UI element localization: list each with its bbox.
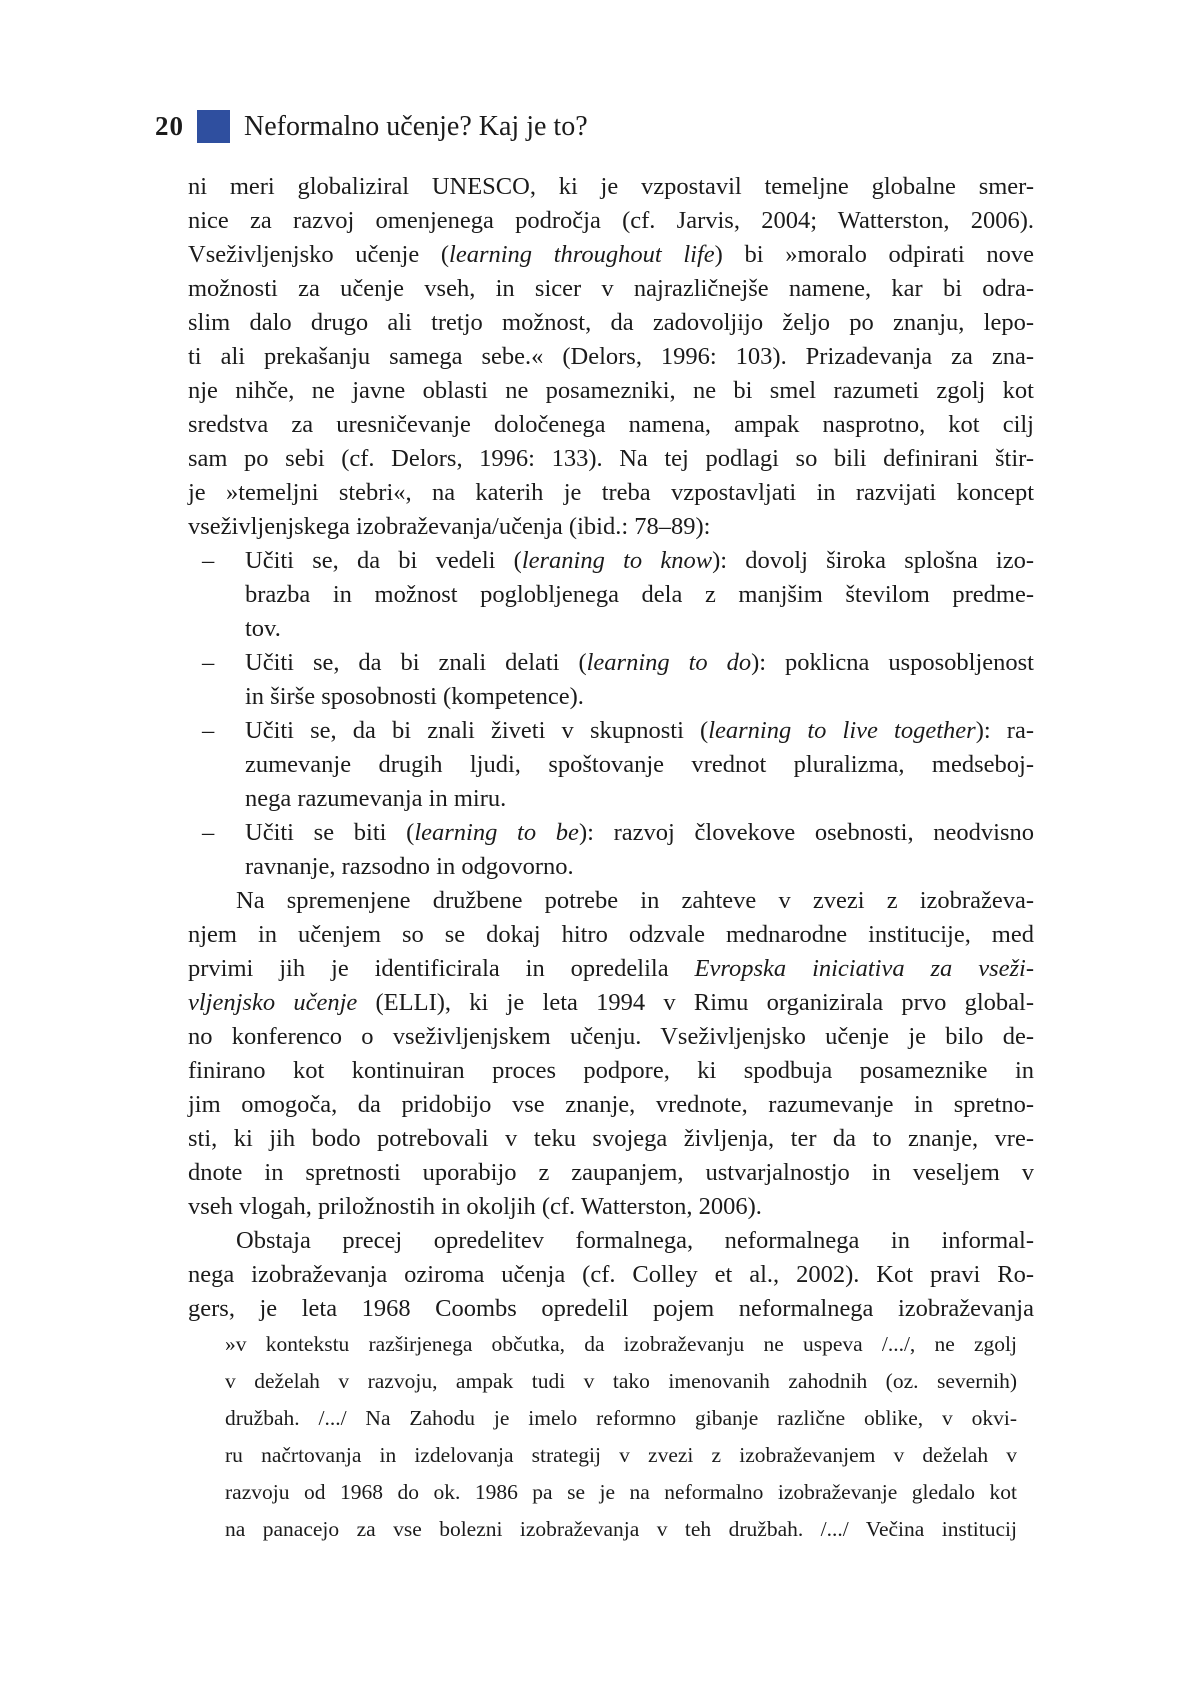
- text-line: njem in učenjem so se dokaj hitro odzvale mednarodne institucije, med: [188, 921, 1034, 948]
- text-line: družbah. /.../ Na Zahodu je imelo reformno gibanje različne oblike, v okvi-: [225, 1406, 1017, 1430]
- text-line: Na spremenjene družbene potrebe in zahteve v zvezi z izobraževa-: [236, 887, 1034, 914]
- text-column: [188, 170, 1034, 1548]
- text-line: Obstaja precej opredelitev formalnega, neformalnega in informal-: [236, 1227, 1034, 1254]
- list-item-text: [245, 544, 1034, 646]
- page-header: [155, 110, 588, 143]
- section-marker-square: [197, 110, 230, 143]
- text-line: jim omogoča, da pridobijo vse znanje, vrednote, razumevanje in spretno-: [188, 1091, 1034, 1118]
- text-line: Učiti se biti (learning to be): razvoj človekove osebnosti, neodvisno: [245, 819, 1034, 846]
- list-item: [188, 714, 1034, 816]
- list-dash-marker: –: [202, 649, 215, 676]
- text-line: gers, je leta 1968 Coombs opredelil pojem neformalnega izobraževanja: [188, 1295, 1034, 1322]
- text-line: možnosti za učenje vseh, in sicer v najrazličnejše namene, kar bi odra-: [188, 275, 1034, 302]
- list-item: [188, 816, 1034, 884]
- list-item-text: [245, 646, 1034, 714]
- text-line: nega izobraževanja oziroma učenja (cf. Colley et al., 2002). Kot pravi Ro-: [188, 1261, 1034, 1288]
- text-line: brazba in možnost poglobljenega dela z manjšim številom predme-: [245, 581, 1034, 608]
- list-item: [188, 544, 1034, 646]
- text-line: vljenjsko učenje (ELLI), ki je leta 1994 v Rimu organizirala prvo global-: [188, 989, 1034, 1016]
- paragraph: [188, 884, 1034, 1224]
- text-line: vseživljenjskega izobraževanja/učenja (ibid.: 78–89):: [188, 513, 711, 540]
- text-line: nice za razvoj omenjenega področja (cf. Jarvis, 2004; Watterston, 2006).: [188, 207, 1034, 234]
- text-line: tov.: [245, 615, 281, 642]
- text-line: finirano kot kontinuiran proces podpore, ki spodbuja posameznike in: [188, 1057, 1034, 1084]
- text-line: dnote in spretnosti uporabijo z zaupanjem, ustvarjalnostjo in veseljem v: [188, 1159, 1034, 1186]
- text-line: in širše sposobnosti (kompetence).: [245, 683, 584, 710]
- text-line: sredstva za uresničevanje določenega namena, ampak nasprotno, kot cilj: [188, 411, 1034, 438]
- text-line: sam po sebi (cf. Delors, 1996: 133). Na tej podlagi so bili definirani štir-: [188, 445, 1034, 472]
- text-line: ravnanje, razsodno in odgovorno.: [245, 853, 574, 880]
- quote: [225, 1326, 1017, 1548]
- text-line: vseh vlogah, priložnostih in okoljih (cf. Watterston, 2006).: [188, 1193, 762, 1220]
- text-line: Učiti se, da bi znali živeti v skupnosti (learning to live together): ra-: [245, 717, 1034, 744]
- text-line: ni meri globaliziral UNESCO, ki je vzpostavil temeljne globalne smer-: [188, 173, 1034, 200]
- list-dash-marker: –: [202, 819, 215, 846]
- text-line: slim dalo drugo ali tretjo možnost, da zadovoljijo željo po znanju, lepo-: [188, 309, 1034, 336]
- list-item: [188, 646, 1034, 714]
- text-line: na panacejo za vse bolezni izobraževanja v teh družbah. /.../ Večina institucij: [225, 1517, 1017, 1541]
- text-line: Učiti se, da bi vedeli (leraning to know): dovolj široka splošna izo-: [245, 547, 1035, 574]
- text-line: »v kontekstu razširjenega občutka, da izobraževanju ne uspeva /.../, ne zgolj: [225, 1332, 1017, 1356]
- text-line: sti, ki jih bodo potrebovali v teku svojega življenja, ter da to znanje, vre-: [188, 1125, 1034, 1152]
- page-number: 20: [155, 111, 184, 141]
- text-line: nje nihče, ne javne oblasti ne posamezniki, ne bi smel razumeti zgolj kot: [188, 377, 1034, 404]
- text-line: ti ali prekašanju samega sebe.« (Delors, 1996: 103). Prizadevanja za zna-: [188, 343, 1034, 370]
- list-item-text: [245, 714, 1034, 816]
- text-line: razvoju od 1968 do ok. 1986 pa se je na neformalno izobraževanje gledalo kot: [225, 1480, 1017, 1504]
- text-line: Vseživljenjsko učenje (learning throughout life) bi »moralo odpirati nove: [188, 241, 1035, 268]
- list-item-text: [245, 816, 1034, 884]
- list-dash-marker: –: [202, 547, 215, 574]
- text-line: no konferenco o vseživljenjskem učenju. Vseživljenjsko učenje je bilo de-: [188, 1023, 1034, 1050]
- text-line: nega razumevanja in miru.: [245, 785, 507, 812]
- text-line: ru načrtovanja in izdelovanja strategij v zvezi z izobraževanjem v deželah v: [225, 1443, 1017, 1467]
- list-dash-marker: –: [202, 717, 215, 744]
- paragraph: [188, 1224, 1034, 1326]
- text-line: prvimi jih je identificirala in opredelila Evropska iniciativa za vseži-: [188, 955, 1034, 982]
- text-line: je »temeljni stebri«, na katerih je treba vzpostavljati in razvijati koncept: [188, 479, 1034, 506]
- running-title: Neformalno učenje? Kaj je to?: [244, 111, 588, 142]
- text-line: zumevanje drugih ljudi, spoštovanje vrednot pluralizma, medseboj-: [245, 751, 1034, 778]
- paragraph: [188, 170, 1034, 544]
- text-line: Učiti se, da bi znali delati (learning to do): poklicna usposobljenost: [245, 649, 1034, 676]
- text-line: v deželah v razvoju, ampak tudi v tako imenovanih zahodnih (oz. severnih): [225, 1369, 1017, 1393]
